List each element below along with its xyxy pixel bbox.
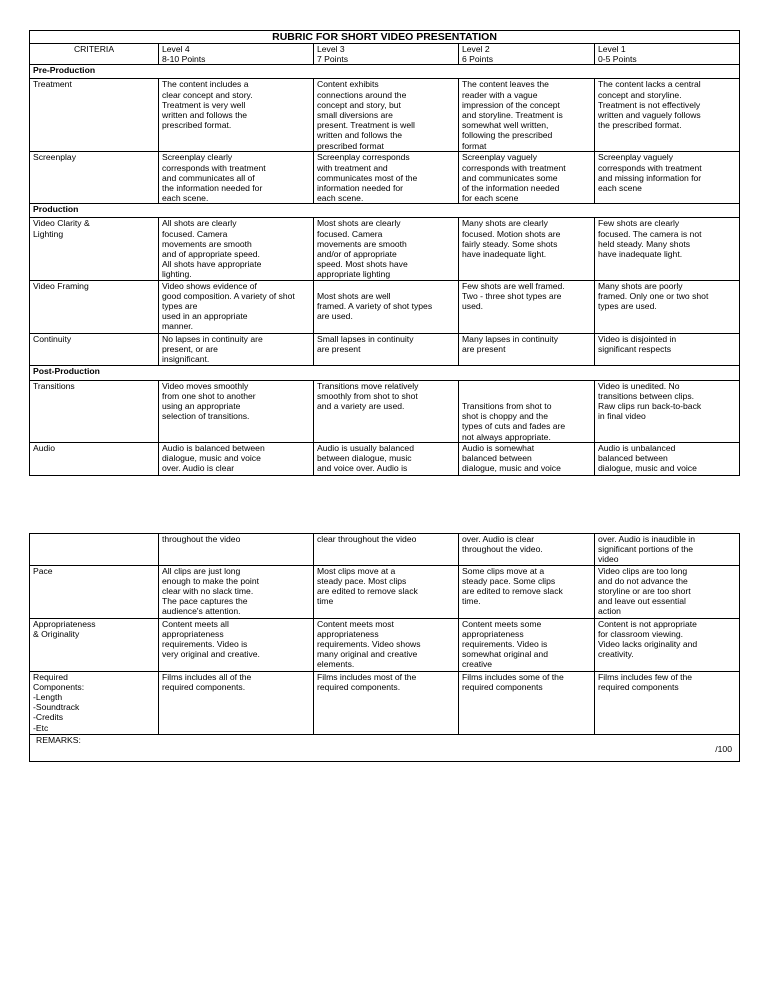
table-row [30,333,740,365]
rubric-title: RUBRIC FOR SHORT VIDEO PRESENTATION [30,31,740,44]
table-row [30,618,740,671]
criterion-name: Continuity [30,333,159,365]
criterion-cell: Content meets some appropriateness requirements. Video is somewhat original and creative [459,618,595,671]
criterion-cell: Content is not appropriate for classroom viewing. Video lacks originality and creativity. [595,618,740,671]
criterion-cell: over. Audio is clear throughout the video. [459,534,595,566]
criterion-cell: Films includes all of the required components. [159,671,314,734]
criterion-cell: No lapses in continuity are present, or are insignificant. [159,333,314,365]
criterion-cell: The content lacks a central concept and storyline. Treatment is not effectively written and vaguely follows the prescribed format. [595,79,740,152]
criterion-name: Transitions [30,380,159,442]
criterion-cell: Audio is unbalanced balanced between dialogue, music and voice [595,442,740,475]
criterion-name: Video Framing [30,280,159,333]
level-3-header: Level 3 7 Points [314,44,459,65]
criteria-header: CRITERIA [30,44,159,65]
criterion-cell: Screenplay vaguely corresponds with treatment and communicates some of the information needed for each scene [459,152,595,204]
criterion-cell: Video is unedited. No transitions between clips. Raw clips run back-to-back in final video [595,380,740,442]
table-row [30,565,740,618]
criterion-cell: Films includes most of the required components. [314,671,459,734]
criterion-name: Screenplay [30,152,159,204]
criterion-cell: Screenplay clearly corresponds with treatment and communicates all of the information needed for each scene. [159,152,314,204]
level-4-header: Level 4 8-10 Points [159,44,314,65]
criterion-cell: Screenplay vaguely corresponds with treatment and missing information for each scene [595,152,740,204]
criterion-cell: Films includes few of the required components [595,671,740,734]
criterion-cell: Content meets most appropriateness requirements. Video shows many original and creative elements. [314,618,459,671]
criterion-cell: Video clips are too long and do not advance the storyline or are too short and leave out essential action [595,565,740,618]
criterion-cell: throughout the video [159,534,314,566]
criterion-cell: The content includes a clear concept and story. Treatment is very well written and follows the prescribed format. [159,79,314,152]
level-1-header: Level 1 0-5 Points [595,44,740,65]
criterion-cell: Few shots are clearly focused. The camera is not held steady. Many shots have inadequate light. [595,218,740,280]
total-score-label: /100 [715,744,732,754]
section-pre-production: Pre-Production [30,65,740,79]
criterion-cell: Audio is usually balanced between dialogue, music and voice over. Audio is [314,442,459,475]
criterion-cell: All clips are just long enough to make the point clear with no slack time. The pace captures the audience's attention. [159,565,314,618]
level-2-header: Level 2 6 Points [459,44,595,65]
table-row [30,380,740,442]
criterion-name: Video Clarity & Lighting [30,218,159,280]
criterion-cell: Transitions move relatively smoothly from shot to shot and a variety are used. [314,380,459,442]
header-row [30,44,740,65]
criterion-cell: All shots are clearly focused. Camera movements are smooth and of appropriate speed. All shots have appropriate lighting. [159,218,314,280]
criterion-cell: Few shots are well framed. Two - three shot types are used. [459,280,595,333]
rubric-table-page1 [29,30,740,476]
criterion-cell: clear throughout the video [314,534,459,566]
criterion-name: Treatment [30,79,159,152]
criterion-cell: Transitions from shot to shot is choppy and the types of cuts and fades are not always appropriate. [459,380,595,442]
criterion-name: Pace [30,565,159,618]
criterion-cell: Small lapses in continuity are present [314,333,459,365]
table-row [30,218,740,280]
criterion-name: Audio [30,442,159,475]
criterion-cell: Most shots are clearly focused. Camera movements are smooth and/or of appropriate speed. Most shots have appropriate lighting [314,218,459,280]
criterion-cell: Many shots are poorly framed. Only one or two shot types are used. [595,280,740,333]
criterion-cell: Films includes some of the required components [459,671,595,734]
criterion-name: Appropriateness & Originality [30,618,159,671]
table-row [30,280,740,333]
criterion-cell: Many shots are clearly focused. Motion shots are fairly steady. Some shots have inadequate light. [459,218,595,280]
criterion-cell: Audio is balanced between dialogue, music and voice over. Audio is clear [159,442,314,475]
rubric-table-page2 [29,533,740,762]
criterion-cell: Content meets all appropriateness requirements. Video is very original and creative. [159,618,314,671]
section-production: Production [30,204,740,218]
criterion-cell: Many lapses in continuity are present [459,333,595,365]
criterion-cell: Video shows evidence of good composition. A variety of shot types are used in an appropriate manner. [159,280,314,333]
criterion-cell: Video is disjointed in significant respects [595,333,740,365]
criterion-cell: Some clips move at a steady pace. Some clips are edited to remove slack time. [459,565,595,618]
criterion-name [30,534,159,566]
criterion-cell: over. Audio is inaudible in significant portions of the video [595,534,740,566]
criterion-cell: Content exhibits connections around the concept and story, but small diversions are present. Treatment is well written and follows the prescribed format [314,79,459,152]
criterion-name: Required Components: -Length -Soundtrack -Credits -Etc [30,671,159,734]
table-row [30,534,740,566]
table-row [30,671,740,734]
criterion-cell: The content leaves the reader with a vague impression of the concept and storyline. Treatment is somewhat well written, following the prescribed format [459,79,595,152]
criterion-cell: Most shots are well framed. A variety of shot types are used. [314,280,459,333]
table-row [30,442,740,475]
remarks-label: REMARKS: [30,734,740,761]
table-row [30,152,740,204]
section-post-production: Post-Production [30,365,740,380]
criterion-cell: Video moves smoothly from one shot to another using an appropriate selection of transitions. [159,380,314,442]
criterion-cell: Screenplay corresponds with treatment and communicates most of the information needed for each scene. [314,152,459,204]
table-row [30,79,740,152]
criterion-cell: Audio is somewhat balanced between dialogue, music and voice [459,442,595,475]
criterion-cell: Most clips move at a steady pace. Most clips are edited to remove slack time [314,565,459,618]
